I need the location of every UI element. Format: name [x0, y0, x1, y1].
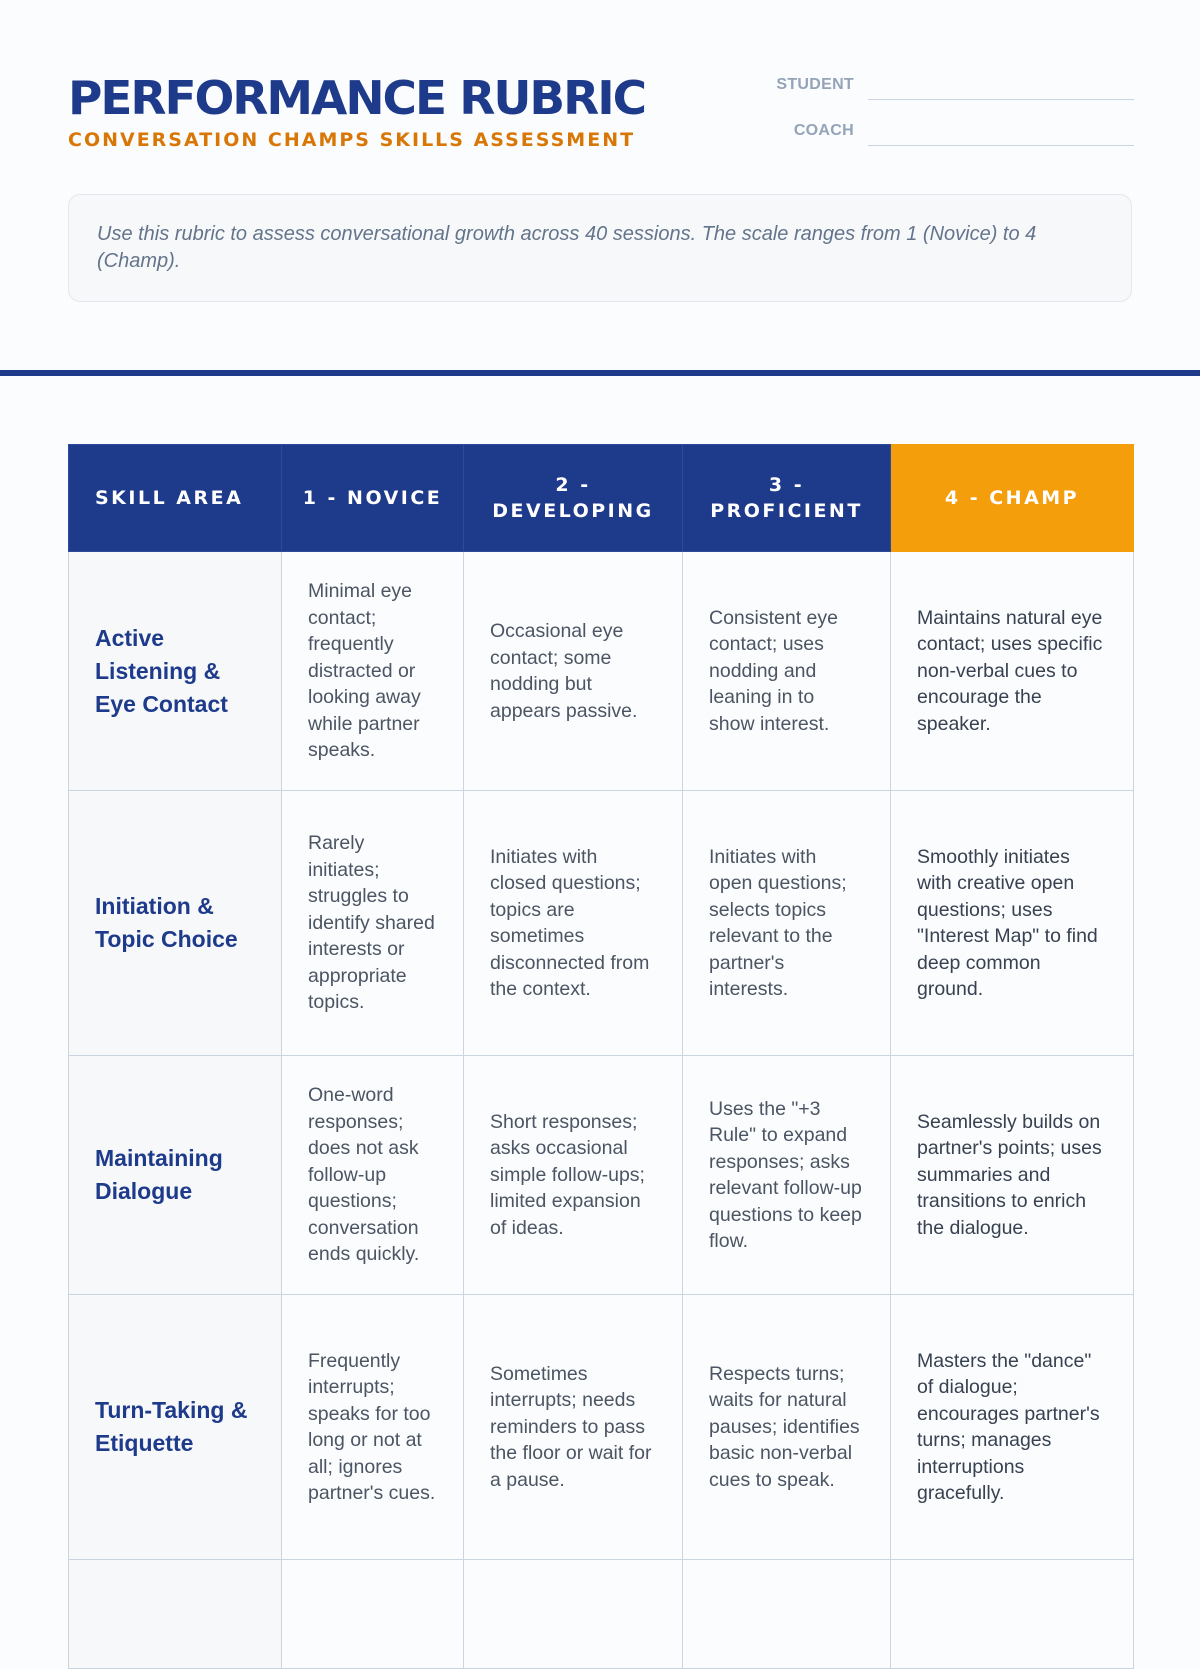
meta-fields [764, 70, 1134, 162]
novice-cell: Rarely initiates; struggles to identify shared interests or appropriate topics. [282, 791, 464, 1056]
developing-cell-empty [464, 1560, 683, 1669]
novice-cell: Minimal eye contact; frequently distracted or looking away while partner speaks. [282, 552, 464, 791]
student-row [764, 70, 1134, 100]
champ-cell: Maintains natural eye contact; uses specific non-verbal cues to encourage the speaker. [891, 552, 1134, 791]
header-champ: 4 - CHAMP [891, 445, 1134, 552]
proficient-cell: Initiates with open questions; selects topics relevant to the partner's interests. [683, 791, 891, 1056]
proficient-cell-empty [683, 1560, 891, 1669]
champ-cell: Smoothly initiates with creative open questions; uses "Interest Map" to find deep common ground. [891, 791, 1134, 1056]
coach-label: COACH [793, 122, 854, 139]
proficient-cell: Uses the "+3 Rule" to expand responses; asks relevant follow-up questions to keep flow. [683, 1056, 891, 1295]
developing-cell: Short responses; asks occasional simple follow-ups; limited expansion of ideas. [464, 1056, 683, 1295]
table-row [69, 552, 1134, 791]
table-header-row [69, 445, 1134, 552]
developing-cell: Occasional eye contact; some nodding but appears passive. [464, 552, 683, 791]
header-proficient: 3 - PROFICIENT [683, 445, 891, 552]
coach-row [764, 116, 1134, 146]
intro-box [68, 194, 1132, 302]
page-header [68, 70, 1134, 160]
skill-cell: Active Listening & Eye Contact [69, 552, 282, 791]
skill-cell: Initiation & Topic Choice [69, 791, 282, 1056]
champ-cell: Seamlessly builds on partner's points; uses summaries and transitions to enrich the dialogue. [891, 1056, 1134, 1295]
intro-text: Use this rubric to assess conversational growth across 40 sessions. The scale ranges from 1 (Novice) to 4 (Champ). [97, 223, 1037, 272]
proficient-cell: Consistent eye contact; uses nodding and leaning in to show interest. [683, 552, 891, 791]
champ-cell: Masters the "dance" of dialogue; encourages partner's turns; manages interruptions gracefully. [891, 1295, 1134, 1560]
coach-field[interactable] [868, 117, 1134, 146]
table-row [69, 791, 1134, 1056]
section-divider [0, 370, 1200, 376]
novice-cell: Frequently interrupts; speaks for too long or not at all; ignores partner's cues. [282, 1295, 464, 1560]
student-label: STUDENT [776, 76, 854, 93]
proficient-cell: Respects turns; waits for natural pauses; identifies basic non-verbal cues to speak. [683, 1295, 891, 1560]
table-row-partial [69, 1560, 1134, 1669]
table-row [69, 1056, 1134, 1295]
novice-cell-empty [282, 1560, 464, 1669]
title-block [68, 70, 646, 152]
student-field[interactable] [868, 71, 1134, 100]
page-subtitle: CONVERSATION CHAMPS SKILLS ASSESSMENT [68, 129, 636, 151]
page-title: PERFORMANCE RUBRIC [68, 71, 646, 125]
table-row [69, 1295, 1134, 1560]
header-novice: 1 - NOVICE [282, 445, 464, 552]
novice-cell: One-word responses; does not ask follow-up questions; conversation ends quickly. [282, 1056, 464, 1295]
header-skill-area: SKILL AREA [69, 445, 282, 552]
champ-cell-empty [891, 1560, 1134, 1669]
rubric-table [68, 444, 1134, 1669]
header-developing: 2 - DEVELOPING [464, 445, 683, 552]
skill-cell: Maintaining Dialogue [69, 1056, 282, 1295]
developing-cell: Sometimes interrupts; needs reminders to pass the floor or wait for a pause. [464, 1295, 683, 1560]
developing-cell: Initiates with closed questions; topics are sometimes disconnected from the context. [464, 791, 683, 1056]
skill-cell: Turn-Taking & Etiquette [69, 1295, 282, 1560]
skill-cell-empty [69, 1560, 282, 1669]
